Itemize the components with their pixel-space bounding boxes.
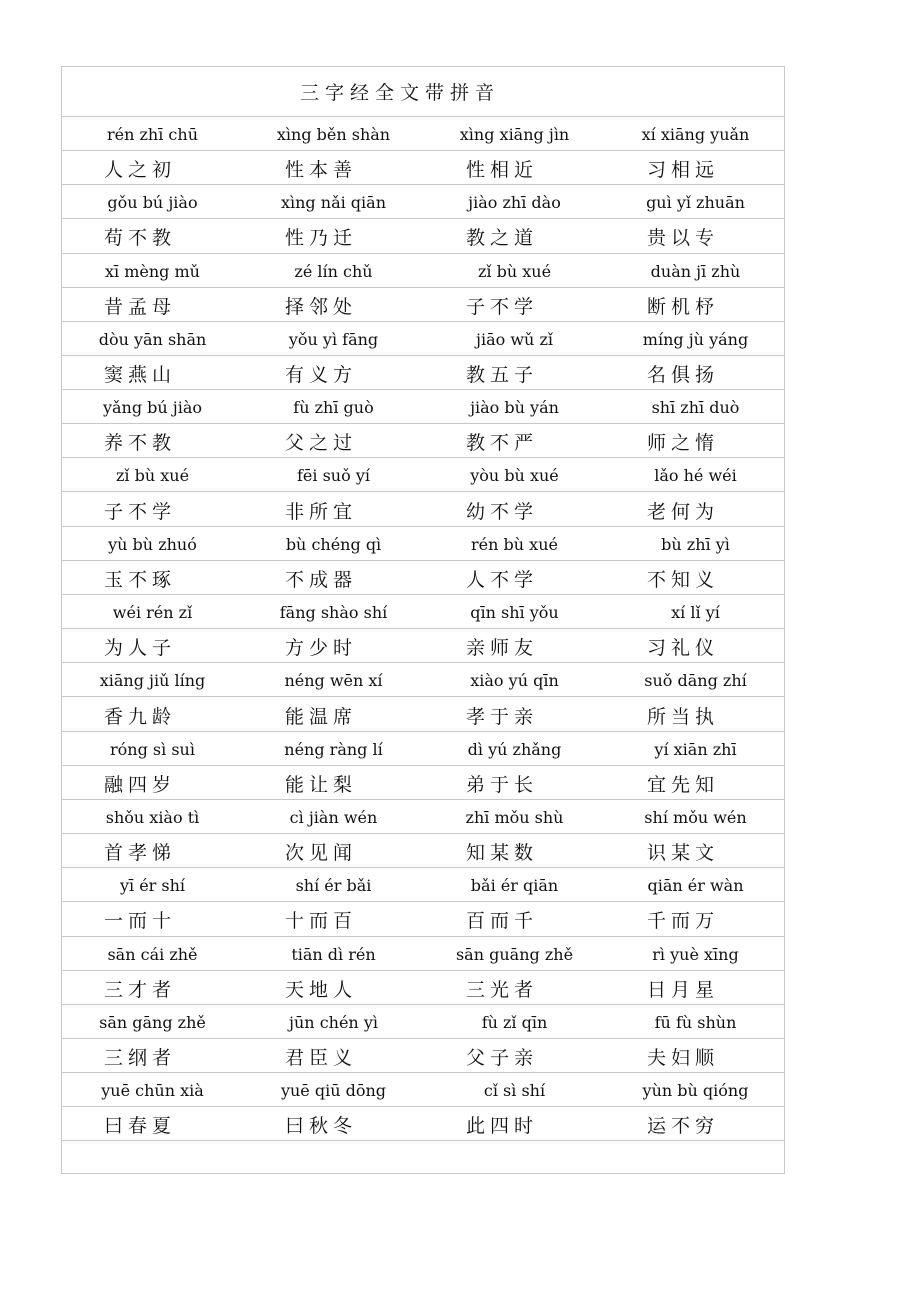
hanzi-cell: 苟不教 xyxy=(104,227,177,250)
pinyin-cell: jiāo wǔ zǐ xyxy=(476,329,553,349)
hanzi-cell: 父之过 xyxy=(285,432,358,455)
pinyin-cell: fù zǐ qīn xyxy=(481,1012,548,1032)
pinyin-cell: róng sì suì xyxy=(110,739,195,759)
hanzi-row xyxy=(62,219,784,253)
pinyin-row xyxy=(62,663,784,697)
hanzi-cell: 所当执 xyxy=(647,705,720,728)
pinyin-cell: gǒu bú jiào xyxy=(107,193,198,213)
pinyin-cell: sān guāng zhě xyxy=(455,944,574,964)
hanzi-cell: 习相远 xyxy=(647,159,720,182)
hanzi-cell: 亲师友 xyxy=(466,637,539,660)
hanzi-cell: 能温席 xyxy=(285,705,358,728)
hanzi-cell: 养不教 xyxy=(104,432,177,455)
hanzi-cell: 父子亲 xyxy=(466,1047,539,1069)
hanzi-row xyxy=(62,766,784,800)
hanzi-row xyxy=(62,288,784,322)
hanzi-cell: 天地人 xyxy=(285,978,358,1001)
hanzi-cell: 香九龄 xyxy=(104,705,177,728)
title-row xyxy=(62,67,784,117)
pinyin-cell: bǎi ér qiān xyxy=(470,876,559,896)
pinyin-cell: fāng shào shí xyxy=(279,603,388,623)
pinyin-cell: lǎo hé wéi xyxy=(654,466,737,486)
hanzi-cell: 不成器 xyxy=(285,568,358,591)
hanzi-row xyxy=(62,629,784,663)
pinyin-row xyxy=(62,527,784,561)
hanzi-cell: 为人子 xyxy=(104,637,177,660)
hanzi-cell: 窦燕山 xyxy=(104,364,177,387)
hanzi-cell: 融四岁 xyxy=(104,773,177,796)
pinyin-row xyxy=(62,937,784,971)
pinyin-row xyxy=(62,595,784,629)
pinyin-cell: zǐ bù xué xyxy=(115,466,190,486)
pinyin-cell: dì yú zhǎng xyxy=(467,739,562,759)
pinyin-cell: jiào bù yán xyxy=(470,398,559,418)
hanzi-cell: 幼不学 xyxy=(466,500,539,523)
pinyin-row xyxy=(62,1005,784,1039)
hanzi-cell: 人之初 xyxy=(104,159,177,182)
pinyin-cell: wéi rén zǐ xyxy=(112,603,193,623)
hanzi-cell: 次见闻 xyxy=(285,842,358,865)
hanzi-cell: 百而千 xyxy=(466,910,539,933)
hanzi-cell: 宜先知 xyxy=(647,773,720,796)
pinyin-cell: sān gāng zhě xyxy=(99,1012,206,1032)
pinyin-cell: yuē chūn xià xyxy=(101,1081,204,1101)
hanzi-cell: 能让梨 xyxy=(285,773,358,796)
hanzi-cell: 曰秋冬 xyxy=(285,1115,358,1138)
pinyin-cell: duàn jī zhù xyxy=(650,261,741,281)
pinyin-cell: yí xiān zhī xyxy=(654,739,737,759)
hanzi-cell: 师之惰 xyxy=(647,432,720,455)
hanzi-cell: 教五子 xyxy=(466,364,539,387)
pinyin-row xyxy=(62,458,784,492)
hanzi-cell: 日月星 xyxy=(647,978,720,1001)
hanzi-cell: 习礼仪 xyxy=(647,637,720,660)
pinyin-cell: xiào yú qīn xyxy=(470,671,559,691)
hanzi-row xyxy=(62,834,784,868)
hanzi-cell: 三光者 xyxy=(466,978,539,1001)
hanzi-cell: 千而万 xyxy=(647,910,720,933)
hanzi-cell: 首孝悌 xyxy=(104,842,177,865)
verse-rows xyxy=(62,117,784,1141)
pinyin-cell: sān cái zhě xyxy=(107,944,198,964)
hanzi-row xyxy=(62,424,784,458)
pinyin-row xyxy=(62,390,784,424)
pinyin-row xyxy=(62,254,784,288)
pinyin-cell: jūn chén yì xyxy=(289,1012,378,1032)
hanzi-cell: 教不严 xyxy=(466,432,539,455)
pinyin-row xyxy=(62,322,784,356)
hanzi-cell: 有义方 xyxy=(285,364,358,387)
hanzi-cell: 性本善 xyxy=(285,159,358,182)
hanzi-row xyxy=(62,1039,784,1073)
hanzi-cell: 玉不琢 xyxy=(104,568,177,591)
pinyin-cell: rén zhī chū xyxy=(106,125,198,144)
pinyin-cell: rén bù xué xyxy=(471,534,558,554)
pinyin-cell: yǎng bú jiào xyxy=(102,398,203,418)
pinyin-cell: fù zhī guò xyxy=(293,398,374,418)
hanzi-cell: 弟于长 xyxy=(466,773,539,796)
pinyin-cell: jiào zhī dào xyxy=(468,193,561,213)
pinyin-cell: yuē qiū dōng xyxy=(280,1081,387,1101)
pinyin-cell: xìng nǎi qiān xyxy=(280,193,387,213)
pinyin-cell: yùn bù qióng xyxy=(642,1081,749,1101)
hanzi-cell: 贵以专 xyxy=(647,227,720,250)
hanzi-cell: 孝于亲 xyxy=(466,705,539,728)
pinyin-cell: néng wēn xí xyxy=(284,671,383,691)
hanzi-row xyxy=(62,151,784,185)
pinyin-cell: shí ér bǎi xyxy=(295,876,372,896)
hanzi-cell: 不知义 xyxy=(647,568,720,591)
pinyin-cell: zǐ bù xué xyxy=(477,261,552,281)
text-table xyxy=(61,66,785,1174)
pinyin-cell: cì jiàn wén xyxy=(289,807,378,827)
pinyin-cell: suǒ dāng zhí xyxy=(644,671,747,691)
hanzi-cell: 君臣义 xyxy=(285,1047,358,1069)
document-title: 三字经全文带拼音 xyxy=(300,82,501,104)
pinyin-cell: yù bù zhuó xyxy=(108,534,197,554)
hanzi-cell: 昔孟母 xyxy=(104,295,177,318)
pinyin-cell: shī zhī duò xyxy=(651,398,740,418)
pinyin-cell: dòu yān shān xyxy=(98,329,207,349)
pinyin-cell: yòu bù xué xyxy=(470,466,559,486)
pinyin-cell: xìng běn shàn xyxy=(276,125,391,144)
hanzi-cell: 名俱扬 xyxy=(647,364,720,387)
hanzi-row xyxy=(62,902,784,936)
pinyin-cell: xìng xiāng jìn xyxy=(459,125,570,144)
hanzi-cell: 运不穷 xyxy=(647,1115,720,1138)
pinyin-cell: qiān ér wàn xyxy=(647,876,744,896)
hanzi-row xyxy=(62,356,784,390)
pinyin-row xyxy=(62,117,784,151)
hanzi-row xyxy=(62,561,784,595)
pinyin-cell: xī mèng mǔ xyxy=(105,261,200,281)
hanzi-row xyxy=(62,1107,784,1141)
pinyin-cell: bù chéng qì xyxy=(285,534,382,554)
pinyin-cell: zhī mǒu shù xyxy=(465,807,564,827)
pinyin-cell: yī ér shí xyxy=(119,876,186,896)
pinyin-row xyxy=(62,800,784,834)
hanzi-cell: 识某文 xyxy=(647,842,720,865)
hanzi-cell: 三纲者 xyxy=(104,1047,177,1069)
hanzi-cell: 性乃迁 xyxy=(285,227,358,250)
hanzi-cell: 性相近 xyxy=(466,159,539,182)
hanzi-cell: 知某数 xyxy=(466,842,539,865)
hanzi-cell: 子不学 xyxy=(466,295,539,318)
hanzi-cell: 断机杼 xyxy=(647,295,720,318)
hanzi-cell: 人不学 xyxy=(466,568,539,591)
pinyin-cell: guì yǐ zhuān xyxy=(646,193,745,213)
hanzi-cell: 教之道 xyxy=(466,227,539,250)
pinyin-cell: yǒu yì fāng xyxy=(288,329,379,349)
pinyin-cell: zé lín chǔ xyxy=(294,261,373,281)
empty-row xyxy=(62,1141,784,1170)
pinyin-cell: néng ràng lí xyxy=(284,739,383,759)
hanzi-cell: 一而十 xyxy=(104,910,177,933)
hanzi-cell: 方少时 xyxy=(285,637,358,660)
pinyin-cell: tiān dì rén xyxy=(291,944,376,964)
pinyin-cell: fēi suǒ yí xyxy=(297,466,370,486)
pinyin-cell: bù zhī yì xyxy=(661,534,730,554)
hanzi-cell: 曰春夏 xyxy=(104,1115,177,1138)
pinyin-cell: xí lǐ yí xyxy=(671,603,720,623)
pinyin-row xyxy=(62,1073,784,1107)
pinyin-cell: shǒu xiào tì xyxy=(105,807,200,827)
hanzi-cell: 子不学 xyxy=(104,500,177,523)
pinyin-cell: xí xiāng yuǎn xyxy=(641,125,750,144)
hanzi-cell: 非所宜 xyxy=(285,500,358,523)
hanzi-cell: 老何为 xyxy=(647,500,720,523)
hanzi-row xyxy=(62,697,784,731)
hanzi-row xyxy=(62,492,784,526)
pinyin-row xyxy=(62,732,784,766)
hanzi-cell: 择邻处 xyxy=(285,295,358,318)
pinyin-cell: xiāng jiǔ líng xyxy=(99,671,206,691)
pinyin-cell: fū fù shùn xyxy=(654,1012,737,1032)
hanzi-cell: 此四时 xyxy=(466,1115,539,1138)
pinyin-cell: míng jù yáng xyxy=(642,329,749,349)
pinyin-row xyxy=(62,868,784,902)
hanzi-cell: 三才者 xyxy=(104,978,177,1001)
pinyin-cell: qīn shī yǒu xyxy=(470,603,559,623)
pinyin-row xyxy=(62,185,784,219)
pinyin-cell: cǐ sì shí xyxy=(483,1081,546,1101)
hanzi-row xyxy=(62,971,784,1005)
hanzi-cell: 夫妇顺 xyxy=(647,1047,720,1069)
pinyin-cell: shí mǒu wén xyxy=(644,807,747,827)
hanzi-cell: 十而百 xyxy=(285,910,358,933)
pinyin-cell: rì yuè xīng xyxy=(652,944,739,964)
